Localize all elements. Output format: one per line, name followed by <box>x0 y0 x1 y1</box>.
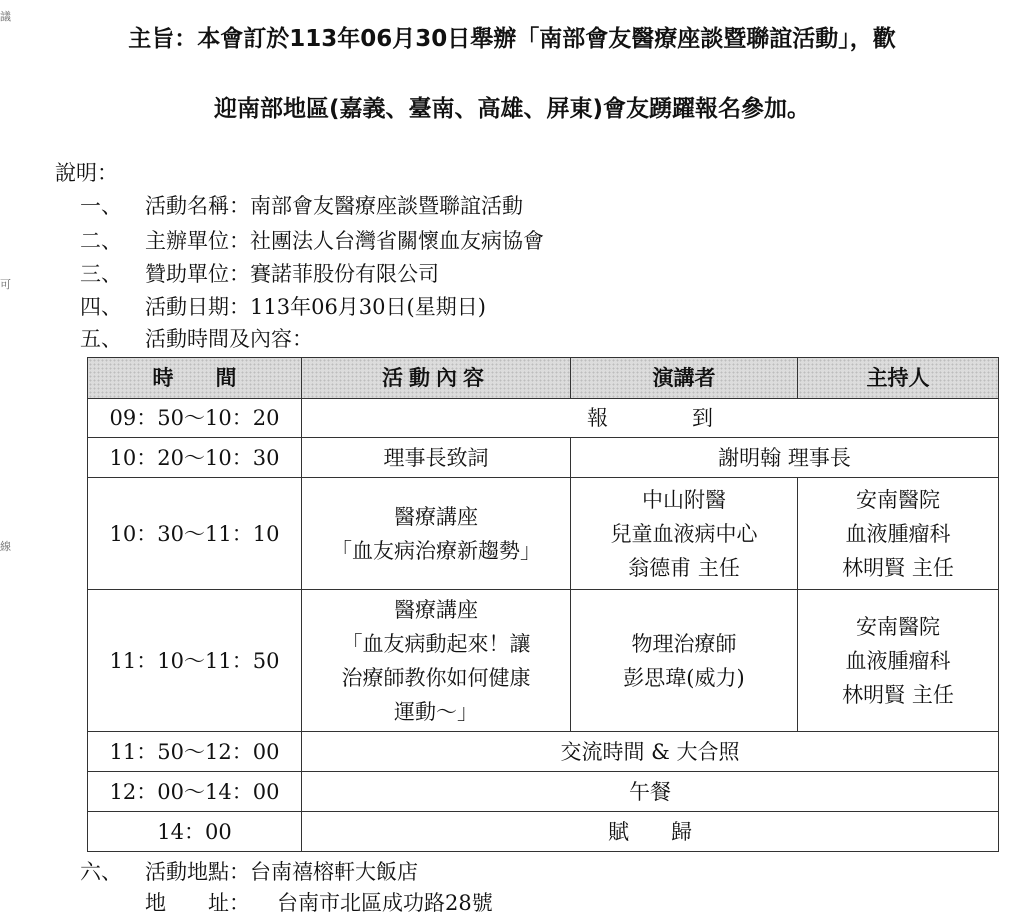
host-line: 血液腫瘤科 <box>845 648 951 673</box>
table-row <box>88 772 999 812</box>
content-line: 「血友病動起來！讓 <box>341 631 531 656</box>
activity-cell: 午餐 <box>302 772 999 812</box>
activity-cell <box>302 478 571 590</box>
host-cell <box>798 590 999 732</box>
time-cell: 10：20～10：30 <box>88 438 302 478</box>
content-line: 醫療講座 <box>394 504 478 529</box>
speaker-host-cell: 謝明翰 理事長 <box>571 438 999 478</box>
content-line: 治療師教你如何健康 <box>341 665 531 690</box>
header-time: 時 間 <box>88 358 302 399</box>
table-row <box>88 478 999 590</box>
item-venue: 活動地點：台南禧榕軒大飯店 <box>145 860 418 884</box>
item-number: 二、 <box>80 229 122 253</box>
table-row <box>88 732 999 772</box>
host-line: 安南醫院 <box>856 614 940 639</box>
binding-margin-mark: 議 <box>0 10 11 23</box>
activity-cell: 交流時間 & 大合照 <box>302 732 999 772</box>
table-header-row <box>88 358 999 399</box>
host-line: 安南醫院 <box>856 487 940 512</box>
content-line: 運動～」 <box>394 699 478 724</box>
item-number: 四、 <box>80 295 122 319</box>
item-schedule-label: 活動時間及內容： <box>145 327 313 351</box>
table-row <box>88 438 999 478</box>
item-number: 六、 <box>80 860 122 884</box>
subject-line-2: 迎南部地區(嘉義、臺南、高雄、屏東)會友踴躍報名參加。 <box>213 96 811 122</box>
header-speaker: 演講者 <box>571 358 798 399</box>
item-number: 三、 <box>80 262 122 286</box>
item-sponsor: 贊助單位：賽諾菲股份有限公司 <box>145 262 439 286</box>
content-line: 醫療講座 <box>394 597 478 622</box>
item-number: 一、 <box>80 194 122 218</box>
time-cell: 11：10～11：50 <box>88 590 302 732</box>
speaker-line: 物理治療師 <box>631 631 737 656</box>
host-line: 血液腫瘤科 <box>845 521 951 546</box>
activity-cell: 報 到 <box>302 399 999 438</box>
binding-margin-mark: 可 <box>0 278 11 291</box>
item-date: 活動日期：113年06月30日(星期日) <box>145 295 486 319</box>
host-line: 林明賢 主任 <box>842 682 954 707</box>
speaker-line: 翁德甫 主任 <box>628 555 740 580</box>
speaker-line: 彭思瑋(威力) <box>623 665 745 690</box>
time-cell: 10：30～11：10 <box>88 478 302 590</box>
time-cell: 12：00～14：00 <box>88 772 302 812</box>
activity-cell: 理事長致詞 <box>302 438 571 478</box>
header-content: 活動內容 <box>302 358 571 399</box>
activity-cell <box>302 590 571 732</box>
schedule-table <box>87 357 999 852</box>
address-label: 地 址： <box>145 891 250 915</box>
speaker-line: 中山附醫 <box>642 487 726 512</box>
item-activity-name: 活動名稱：南部會友醫療座談暨聯誼活動 <box>145 194 523 218</box>
explanation-label: 說明： <box>55 161 118 185</box>
time-cell: 11：50～12：00 <box>88 732 302 772</box>
binding-margin-mark: 線 <box>0 540 11 553</box>
host-cell <box>798 478 999 590</box>
table-row <box>88 812 999 852</box>
address-value: 台南市北區成功路28號 <box>277 891 493 915</box>
header-host: 主持人 <box>798 358 999 399</box>
time-cell: 09：50～10：20 <box>88 399 302 438</box>
content-line: 「血友病治療新趨勢」 <box>331 538 541 563</box>
item-organizer: 主辦單位：社團法人台灣省關懷血友病協會 <box>145 229 544 253</box>
speaker-cell <box>571 590 798 732</box>
table-row <box>88 399 999 438</box>
speaker-line: 兒童血液病中心 <box>610 521 758 546</box>
item-number: 五、 <box>80 327 122 351</box>
table-row <box>88 590 999 732</box>
speaker-cell <box>571 478 798 590</box>
activity-cell: 賦 歸 <box>302 812 999 852</box>
time-cell: 14：00 <box>88 812 302 852</box>
subject-line-1: 主旨：本會訂於113年06月30日舉辦「南部會友醫療座談暨聯誼活動」，歡 <box>128 26 896 52</box>
host-line: 林明賢 主任 <box>842 555 954 580</box>
